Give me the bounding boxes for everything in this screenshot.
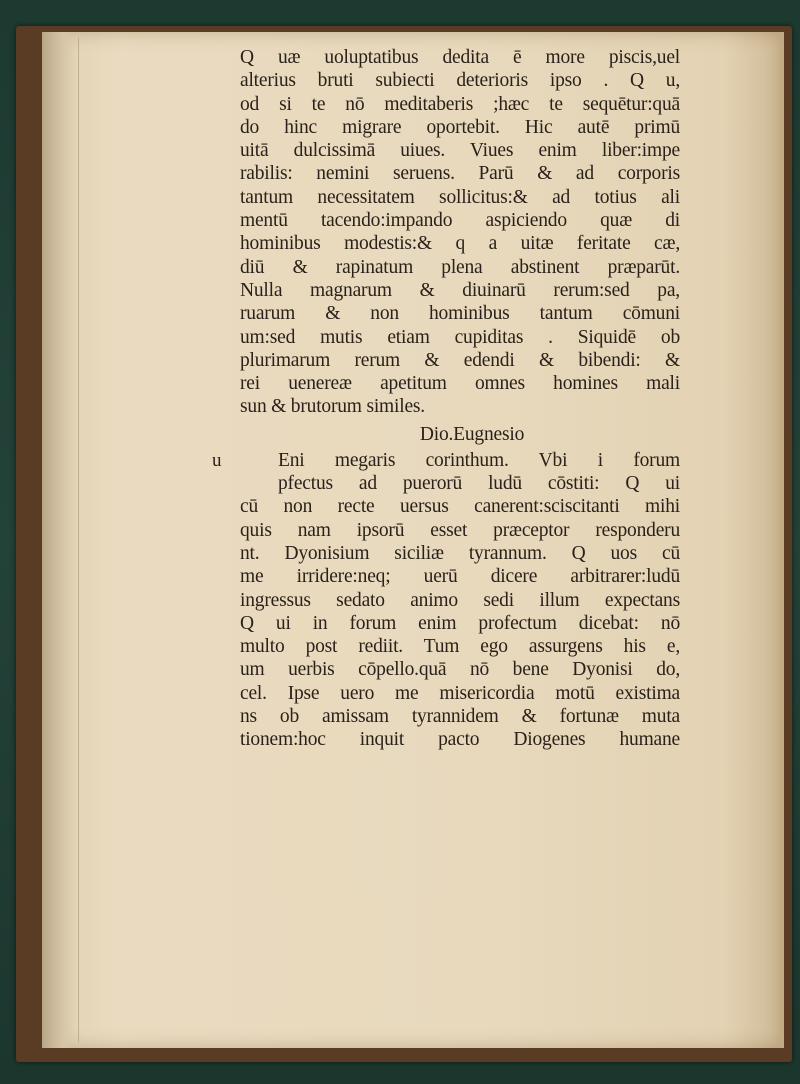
text-line: mentū tacendo:impando aspiciendo quæ di <box>240 210 680 232</box>
text-line: nt. Dyonisium siciliæ tyrannum. Q uos cū <box>240 542 680 564</box>
text-line: me irridere:neq; uerū dicere arbitrarer:ludū <box>240 566 680 588</box>
text-line: um:sed mutis etiam cupiditas . Siquidē ob <box>240 326 680 348</box>
text-line: Q uæ uoluptatibus dedita ē more piscis,uel <box>240 47 680 68</box>
page-gutter <box>42 32 76 1048</box>
text-line: sun & brutorum similes. <box>240 396 425 418</box>
text-line: tionem:hoc inquit pacto Diogenes humane <box>240 729 680 751</box>
text-line: quis nam ipsorū esset præceptor responderu <box>240 519 680 541</box>
text-line: tantum necessitatem sollicitus:& ad totius ali <box>240 186 680 208</box>
text-line: plurimarum rerum & edendi & bibendi: & <box>240 349 680 371</box>
text-line: rabilis: nemini seruens. Parū & ad corporis <box>240 163 680 185</box>
guide-letter: u <box>212 449 222 471</box>
section-heading: Dio.Eugnesio <box>419 423 525 445</box>
text-column <box>212 46 680 752</box>
text-line: Nulla magnarum & diuinarū rerum:sed pa, <box>240 279 680 301</box>
page-fold-line <box>78 38 79 1042</box>
text-line <box>212 449 680 472</box>
text-line: diū & rapinatum plena abstinent præparūt. <box>240 256 680 278</box>
text-line: cel. Ipse uero me misericordia motū existima <box>240 682 680 704</box>
text-line: uitā dulcissimā uiues. Viues enim liber:impe <box>240 140 680 162</box>
text-line: pfectus ad puerorū ludū cōstiti: Q ui <box>278 473 680 495</box>
text-line: rei uenereæ apetitum omnes homines mali <box>240 373 680 395</box>
page-edge <box>776 32 784 1048</box>
text-line: hominibus modestis:& q a uitæ feritate cæ, <box>240 233 680 255</box>
text-line-content: Eni megaris corinthum. Vbi i forum <box>278 449 680 471</box>
text-line: um uerbis cōpello.quā nō bene Dyonisi do, <box>240 659 680 681</box>
text-line: ingressus sedato animo sedi illum expectans <box>240 589 680 611</box>
text-line: multo post rediit. Tum ego assurgens his e, <box>240 636 680 658</box>
text-line: do hinc migrare oportebit. Hic autē primū <box>240 116 680 138</box>
text-line: ns ob amissam tyrannidem & fortunæ muta <box>240 706 680 728</box>
text-line: alterius bruti subiecti deterioris ipso . Q u, <box>240 70 680 92</box>
text-line: od si te nō meditaberis ;hæc te sequētur:quā <box>240 93 680 115</box>
text-line: Q ui in forum enim profectum dicebat: nō <box>240 612 680 634</box>
text-line: cū non recte uersus canerent:sciscitanti mihi <box>240 496 680 518</box>
text-line: ruarum & non hominibus tantum cōmuni <box>240 303 680 325</box>
